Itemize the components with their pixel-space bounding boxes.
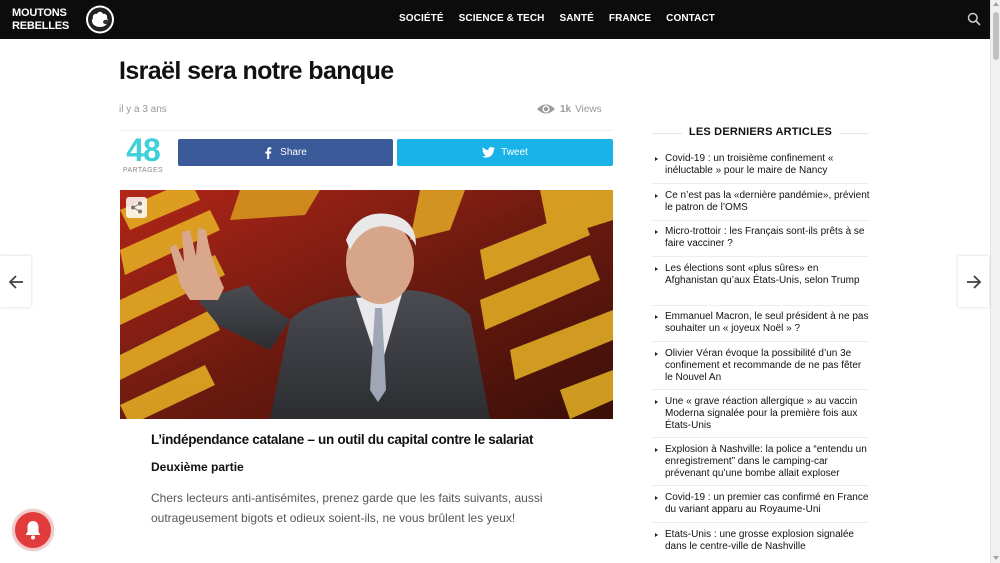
sheep-logo-icon [84,4,116,35]
image-share-button[interactable] [126,197,147,218]
sidebar-article-title[interactable]: Covid-19 : un troisième confinement « inéluctable » pour le maire de Nancy [665,153,834,176]
sidebar-article-title[interactable]: Les élections sont «plus sûres» en Afghanistan qu’aux États-Unis, selon Trump [665,263,860,286]
sidebar-divider [652,256,869,257]
logo-text-line2: REBELLES [12,20,70,32]
article-date: il y a 3 ans [119,104,167,115]
sidebar-article-title[interactable]: Emmanuel Macron, le seul président à ne pas souhaiter un « joyeux Noël » ? [665,311,869,334]
article-title: Israël sera notre banque [119,57,394,85]
twitter-icon [482,147,495,158]
sidebar-divider [652,485,869,486]
bullet-icon [655,533,658,537]
bullet-icon [655,400,658,404]
twitter-tweet-button[interactable] [397,139,613,166]
top-navigation-bar [0,0,990,39]
article-hero-image [120,190,613,419]
sidebar-heading: LES DERNIERS ARTICLES [652,126,869,138]
share-counter [120,133,166,174]
views-counter [536,102,602,116]
nav-item-contact[interactable]: CONTACT [666,13,715,24]
sidebar-article-title[interactable]: Ce n’est pas la «dernière pandémie», prévient le patron de l’OMS [665,190,870,213]
arrow-left-icon [8,275,24,289]
facebook-share-button[interactable] [178,139,393,166]
arrow-right-icon [966,275,982,289]
bullet-icon [655,267,658,271]
bullet-icon [655,157,658,161]
scroll-down-arrow-icon[interactable] [993,556,999,560]
bell-icon [24,520,42,540]
share-button-label: Share [280,147,307,158]
share-count-number: 48 [126,132,160,168]
bullet-icon [655,352,658,356]
views-label: Views [575,103,602,115]
tweet-button-label: Tweet [501,147,528,158]
sidebar-divider [652,220,869,221]
sidebar-article-title[interactable]: Explosion à Nashville: la police a “entendu un enregistrement” dans le camping-car prévenant qu’une bombe allait exploser [665,444,867,479]
sidebar-divider [652,305,869,306]
sidebar-divider [652,389,869,390]
next-article-button[interactable] [958,256,989,307]
article-section-heading: Deuxième partie [151,460,244,474]
page-scrollbar[interactable] [990,0,1000,563]
sidebar-article-title[interactable]: Micro-trottoir : les Français sont-ils prêts à se faire vacciner ? [665,226,865,249]
previous-article-button[interactable] [0,256,31,307]
sidebar-divider [652,437,869,438]
facebook-icon [264,147,272,159]
views-count: 1k [560,103,572,115]
sidebar-article-title[interactable]: Olivier Véran évoque la possibilité d’un 3e confinement et recommande de ne pas fêter le Nouvel An [665,348,862,383]
nav-item-france[interactable]: FRANCE [608,13,652,24]
scrollbar-thumb[interactable] [993,12,999,60]
bullet-icon [655,448,658,452]
nav-item-science-tech[interactable]: SCIENCE & TECH [458,13,545,24]
logo-text-line1: MOUTONS [12,7,67,19]
nav-item-sante[interactable]: SANTÉ [559,13,594,24]
hero-photo [120,190,613,419]
title-divider [119,130,613,131]
bullet-icon [655,194,658,198]
search-icon[interactable] [967,12,981,26]
share-count-label: PARTAGES [122,167,164,174]
sidebar-article-title[interactable]: Covid-19 : un premier cas confirmé en France du variant apparu au Royaume-Uni [665,492,869,515]
nav-item-societe[interactable]: SOCIÉTÉ [399,13,444,24]
sidebar-divider [652,341,869,342]
scroll-up-arrow-icon[interactable] [993,2,999,6]
article-paragraph: Chers lecteurs anti-antisémites, prenez garde que les faits suivants, aussi outrageusement bigots et odieux soient-ils, ne vous brûlent les yeux! [151,491,543,525]
notification-bell-button[interactable] [12,509,54,551]
sidebar-divider [652,183,869,184]
eye-icon [536,102,556,116]
bullet-icon [655,230,658,234]
share-icon [126,197,147,218]
sidebar-divider [652,522,869,523]
sidebar-article-title[interactable]: Etats-Unis : une grosse explosion signalée dans le centre-ville de Nashville [665,529,854,552]
bullet-icon [655,496,658,500]
sidebar-article-title[interactable]: Une « grave réaction allergique » au vaccin Moderna signalée pour la première fois aux États-Unis [665,396,858,431]
site-logo[interactable] [12,4,106,35]
article-subtitle: L’indépendance catalane – un outil du capital contre le salariat [151,432,534,447]
main-nav [399,13,715,24]
bullet-icon [655,315,658,319]
